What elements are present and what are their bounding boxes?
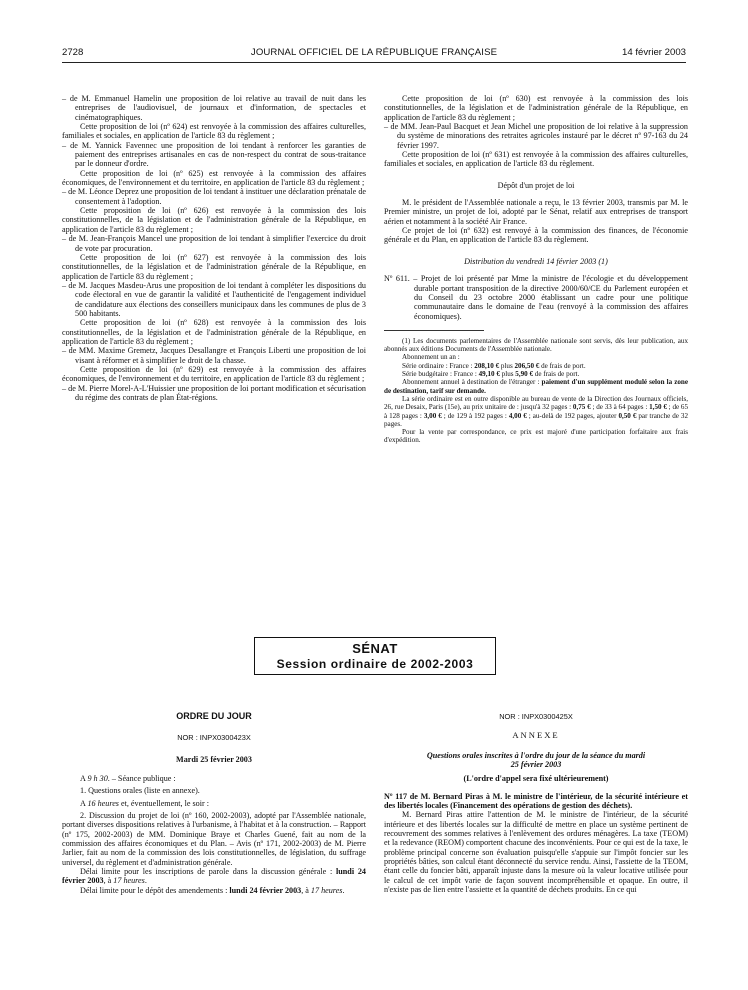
questions-note: (L'ordre d'appel sera fixé ultérieurement) [463, 774, 609, 784]
footnote [384, 337, 688, 445]
nor-reference: NOR : INPX0300425X [499, 712, 573, 721]
paragraph: Cette proposition de loi (nº 631) est renvoyée à la commission des affaires culturelles, familiales et sociales, en application de l'article 83 du règlement. [384, 150, 688, 169]
agenda-item: 2. Discussion du projet de loi (nº 160, 2002-2003), adopté par l'Assemblée nationale, portant diverses dispositions relatives à l'urbanisme, à l'habitat et à la construction. – Rapport (nº 175, 2002-2003) de MM. Dominique Braye et Charles Guené, fait au nom de la commission des affaires économiques et du Plan. – Avis (nº 171, 2002-2003) de M. Pierre Jarlier, fait au nom de la commission des lois constitutionnelles, de législation, du suffrage universel, du règlement et d'administration générale. [62, 811, 366, 867]
list-item: – de MM. Jean-Paul Bacquet et Jean Michel une proposition de loi relative à la suppression du système de minorations des retraites agricoles instauré par le décret nº 97-163 du 24 février 1997. [384, 122, 688, 150]
footnote-text: Pour la vente par correspondance, ce prix est majoré d'une participation forfaitaire aux frais d'expédition. [384, 428, 688, 445]
senat-subtitle: Session ordinaire de 2002-2003 [276, 657, 474, 671]
footnote-line: La série ordinaire est en outre disponible au bureau de vente de la Direction des Journaux officiels, 26, rue Desaix, Paris (15e), au prix unitaire de : jusqu'à 32 pages : 0,75 € ; de 33 à 64 pages : 1,50 € ; de 65 à 128 pages : 3,00 € ; de 129 à 192 pages : 4,00 € ; au-delà de 192 pages, ajouter 0,50 € par tranche de 32 pages. [384, 394, 689, 428]
paragraph: Cette proposition de loi (nº 626) est renvoyée à la commission des lois constitutionnelles, de la législation et de l'administration générale de la République, en application de l'article 83 du règlement ; [62, 206, 366, 234]
paragraph: M. le président de l'Assemblée nationale a reçu, le 13 février 2003, transmis par M. le Premier ministre, un projet de loi, adopté par le Sénat, relatif aux entreprises de transport aérien et notamment à la société Air France. [384, 198, 688, 226]
list-item: – de M. Emmanuel Hamelin une proposition de loi relative au travail de nuit dans les entreprises de l'audiovisuel, de journaux et d'information, de spectacles et cinématographiques. [62, 94, 366, 122]
distribution-heading: Distribution du vendredi 14 février 2003 (1) [464, 256, 608, 266]
journal-title: JOURNAL OFFICIEL DE LA RÉPUBLIQUE FRANÇAISE [250, 47, 498, 58]
depot-heading: Dépôt d'un projet de loi [497, 180, 575, 190]
ordre-title: ORDRE DU JOUR [176, 711, 252, 721]
list-item: – de M. Yannick Favennec une proposition de loi tendant à renforcer les garanties de paiement des entreprises artisanales en cas de non-respect du contrat de sous-traitance par le donneur d'ordre. [62, 140, 366, 169]
issue-date: 14 février 2003 [622, 47, 686, 58]
paragraph: Cette proposition de loi (nº 629) est renvoyée à la commission des affaires économiques, de l'environnement et du territoire, en application de l'article 83 du règlement ; [62, 364, 366, 384]
list-item: – de M. Jacques Masdeu-Arus une proposition de loi tendant à compléter les dispositions du code électoral en vue de garantir la validité et l'authenticité de l'engagement individuel de candidature aux élections des conseillers municipaux dans les communes de plus de 3 500 habitants. [62, 280, 366, 318]
page-number: 2728 [62, 47, 84, 58]
senat-title: SÉNAT [352, 641, 398, 656]
list-item: – de M. Jean-François Mancel une proposition de loi tendant à simplifier l'exercice du droit de vote par procuration. [62, 234, 366, 253]
page-header [62, 47, 686, 61]
footnote-rule [384, 330, 484, 331]
list-item: – de MM. Maxime Gremetz, Jacques Desallangre et François Liberti une proposition de loi visant à réformer et à simplifier le droit de la chasse. [62, 346, 366, 365]
document-entry: Nº 611. – Projet de loi présenté par Mme la ministre de l'écologie et du développement durable portant transposition de la directive 2000/60/CE du Parlement européen et du Conseil du 23 octobre 2000 établissant un cadre pour une politique communautaire dans le domaine de l'eau (renvoyé à la commission des affaires économiques). [384, 274, 688, 321]
paragraph: Cette proposition de loi (nº 624) est renvoyée à la commission des affaires culturelles, familiales et sociales, en application de l'article 83 du règlement ; [62, 122, 366, 141]
list-item: – de M. Léonce Deprez une proposition de loi tendant à instituer une déclaration prénatale de consentement à l'adoption. [62, 187, 366, 206]
paragraph: Cette proposition de loi (nº 630) est renvoyée à la commission des lois constitutionnelles, de la législation et de l'administration générale de la République, en application de l'article 83 du règlement ; [384, 94, 688, 122]
paragraph: Cette proposition de loi (nº 628) est renvoyée à la commission des lois constitutionnelles, de la législation et de l'administration générale de la République, en application de l'article 83 du règlement ; [62, 318, 366, 346]
footnote-text: (1) Les documents parlementaires de l'Assemblée nationale sont servis, dès leur publication, aux abonnés aux éditions Documents de l'Assemblée nationale. [384, 336, 688, 354]
annexe-column [384, 712, 688, 895]
left-column [62, 94, 366, 402]
header-rule [62, 62, 686, 63]
footnote-text: Abonnement un an : [402, 353, 460, 362]
nor-reference: NOR : INPX0300423X [177, 733, 251, 743]
footnote-line: Série ordinaire : France : 208,10 € plus 206,50 € de frais de port. [402, 361, 586, 370]
senat-box [254, 637, 496, 675]
session-date: Mardi 25 février 2003 [176, 754, 252, 764]
paragraph: Ce projet de loi (nº 632) est renvoyé à la commission des finances, de l'économie générale et du Plan, en application de l'article 83 du règlement. [384, 226, 688, 245]
right-column [384, 94, 688, 445]
question-heading: Nº 117 de M. Bernard Piras à M. le ministre de l'intérieur, de la sécurité intérieure et des libertés locales (Financement des opérations de gestion des déchets). [384, 791, 688, 811]
questions-title: Questions orales inscrites à l'ordre du jour de la séance du mardi 25 février 2003 [426, 750, 646, 770]
question-body: M. Bernard Piras attire l'attention de M. le ministre de l'intérieur, de la sécurité intérieure et des libertés locales sur la difficulté de mettre en place un système pertinent de recouvrement des sommes relatives à l'enlèvement des ordures ménagères. La taxe (TEOM) et la redevance (REOM) comportent chacune des inconvénients. Pour ce qui est de la taxe, le problème principal concerne son évaluation puisqu'elle s'appuie sur l'impôt foncier sur les propriétés bâties, son calcul étant déconnecté du service rendu. Ainsi, l'assiette de la TEOM, étant celle du foncier bâti, apparaît injuste dans la mesure où la valeur locative utilisée pour le calcul de cet impôt varie de façon souvent incompréhensible et opaque. En outre, il n'existe pas de lien entre l'assiette et la quantité de déchets produits. En ce qui [384, 810, 688, 895]
footnote-line: Abonnement annuel à destination de l'étranger : paiement d'un supplément modulé selon la zone de destination, tarif sur demande. [384, 378, 688, 395]
list-item: – de M. Pierre Morel-A-L'Huissier une proposition de loi portant modification et sécurisation du régime des contrats de plan État-régions. [62, 383, 366, 402]
paragraph: Cette proposition de loi (nº 625) est renvoyée à la commission des affaires économiques, de l'environnement et du territoire, en application de l'article 83 du règlement ; [62, 168, 366, 188]
annexe-title: ANNEXE [512, 730, 560, 741]
footnote-line: Série budgétaire : France : 49,10 € plus 5,90 € de frais de port. [402, 370, 580, 379]
schedule-line: A 9 h 30. – Séance publique : [80, 774, 176, 784]
ordre-du-jour-column [62, 712, 366, 895]
paragraph: Cette proposition de loi (nº 627) est renvoyée à la commission des lois constitutionnelles, de la législation et de l'administration générale de la République, en application de l'article 83 du règlement ; [62, 252, 366, 281]
agenda-item: 1. Questions orales (liste en annexe). [80, 786, 200, 796]
deadline-line: Délai limite pour les inscriptions de parole dans la discussion générale : lundi 24 février 2003, à 17 heures. [62, 867, 366, 886]
schedule-line: A 16 heures et, éventuellement, le soir : [80, 798, 209, 808]
deadline-line: Délai limite pour le dépôt des amendements : lundi 24 février 2003, à 17 heures. [80, 885, 345, 895]
